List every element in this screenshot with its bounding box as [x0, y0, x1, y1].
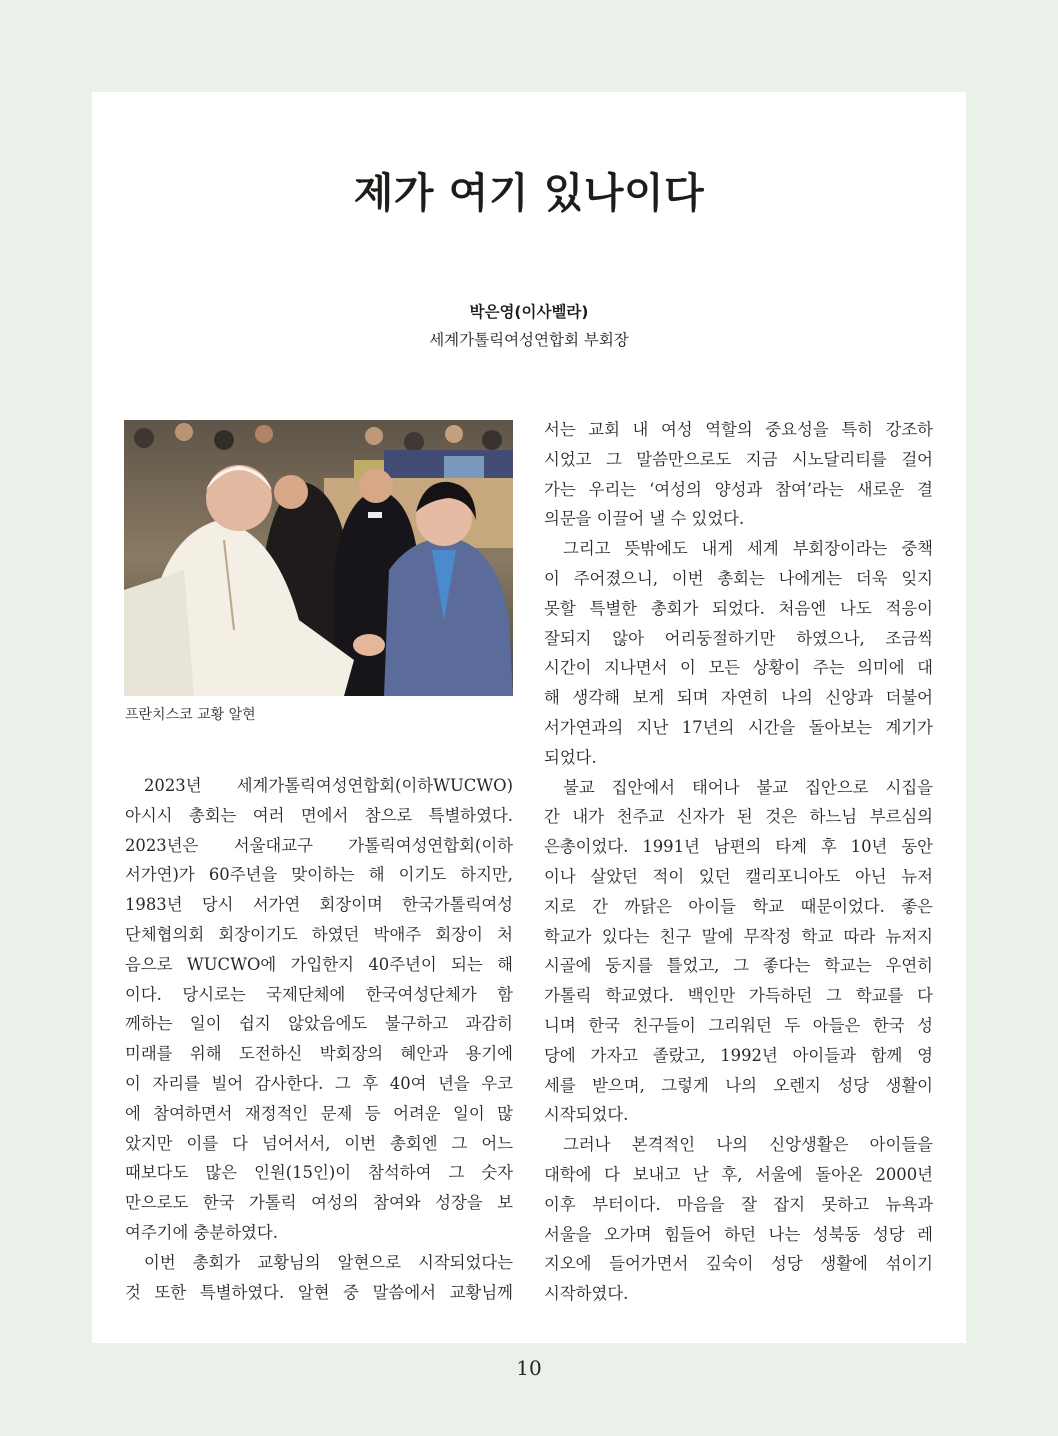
paragraph-line: 은총이었다. 1991년 남편의 타계 후 10년 동안: [544, 837, 933, 857]
paragraph-line: 가톨릭 학교였다. 백인만 가득하던 그 학교를 다: [544, 986, 933, 1006]
paragraph-line: 2023년은 서울대교구 가톨릭여성연합회(이하: [125, 835, 513, 855]
paragraph-line: 세를 받으며, 그렇게 나의 오렌지 성당 생활이: [544, 1075, 933, 1095]
photo-illustration: [124, 420, 513, 696]
author-role: 세계가톨릭여성연합회 부회장: [429, 331, 629, 349]
paragraph-line: 간 내가 천주교 신자가 된 것은 하느님 부르심의: [544, 807, 933, 827]
paragraph-line: 때보다도 많은 인원(15인)이 참석하여 그 숫자: [125, 1163, 513, 1183]
paragraph-line: 되었다.: [544, 747, 597, 767]
paragraph-line: 서는 교회 내 여성 역할의 중요성을 특히 강조하: [544, 420, 933, 439]
paragraph-line: 당에 가자고 졸랐고, 1992년 아이들과 함께 영: [544, 1045, 933, 1065]
paragraph-line: 지오에 들어가면서 깊숙이 성당 생활에 섞이기: [544, 1254, 933, 1274]
paragraph-line: 께하는 일이 쉽지 않았음에도 불구하고 과감히: [125, 1014, 513, 1034]
page-number: 10: [516, 1356, 542, 1380]
paragraph-line: 이 주어졌으니, 이번 총회는 나에게는 더욱 잊지: [544, 568, 933, 588]
paragraph-line: 시작하였다.: [544, 1284, 629, 1304]
paragraph-line: 이번 총회가 교황님의 알현으로 시작되었다는: [144, 1252, 513, 1272]
paragraph-line: 불교 집안에서 태어나 불교 집안으로 시집을: [563, 777, 933, 797]
paragraph-line: 못할 특별한 총회가 되었다. 처음엔 나도 적응이: [544, 598, 933, 618]
paragraph-line: 시골에 둥지를 틀었고, 그 좋다는 학교는 우연히: [544, 956, 933, 976]
paragraph-line: 가는 우리는 ‘여성의 양성과 참여’라는 새로운 결: [544, 479, 933, 499]
paragraph-line: 그러나 본격적인 나의 신앙생활은 아이들을: [563, 1135, 933, 1155]
paragraph-line: 미래를 위해 도전하신 박회장의 혜안과 용기에: [125, 1044, 513, 1064]
left-column: [125, 771, 513, 1307]
paragraph-line: 니며 한국 친구들이 그리워던 두 아들은 한국 성: [544, 1015, 933, 1035]
paragraph-line: 대학에 다 보내고 난 후, 서울에 돌아온 2000년: [544, 1164, 933, 1184]
paragraph-line: 시작되었다.: [544, 1105, 629, 1125]
paragraph-line: 이후 부터이다. 마음을 잘 잡지 못하고 뉴욕과: [544, 1194, 933, 1214]
paragraph-line: 시었고 그 말씀만으로도 지금 시노달리티를 걸어: [544, 449, 933, 469]
paragraph-line: 았지만 이를 다 넘어서서, 이번 총회엔 그 어느: [125, 1133, 513, 1153]
paragraph-line: 서울을 오가며 힘들어 하던 나는 성북동 성당 레: [544, 1224, 933, 1244]
paragraph-line: 1983년 당시 서가연 회장이며 한국가톨릭여성: [125, 895, 513, 915]
author-name: 박은영(이사벨라): [469, 303, 589, 321]
article-title: 제가 여기 있나이다: [353, 169, 705, 217]
paragraph-line: 이 자리를 빌어 감사한다. 그 후 40여 년을 우코: [125, 1073, 513, 1093]
paragraph-line: 그리고 뜻밖에도 내게 세계 부회장이라는 중책: [563, 539, 933, 559]
paragraph-line: 2023년 세계가톨릭여성연합회(이하WUCWO): [144, 776, 513, 795]
paragraph-line: 음으로 WUCWO에 가입한지 40주년이 되는 해: [125, 954, 513, 974]
paragraph-line: 것 또한 특별하였다. 알현 중 말씀에서 교황님께: [125, 1282, 513, 1302]
paragraph-line: 서가연)가 60주년을 맞이하는 해 이기도 하지만,: [125, 865, 513, 885]
article-page: [92, 92, 966, 1343]
paragraph-line: 단체협의회 회장이기도 하였던 박애주 회장이 처: [125, 924, 513, 944]
paragraph-line: 이나 살았던 적이 있던 캘리포니아도 아닌 뉴저: [544, 866, 933, 886]
paragraph-line: 이다. 당시로는 국제단체에 한국여성단체가 함: [125, 984, 513, 1004]
right-column: [544, 415, 933, 1309]
paragraph-line: 잘되지 않아 어리둥절하기만 하였으나, 조금씩: [544, 628, 933, 648]
paragraph-line: 만으로도 한국 가톨릭 여성의 참여와 성장을 보: [125, 1193, 513, 1213]
article-photo: [124, 420, 513, 696]
photo-caption: 프란치스코 교황 알현: [125, 707, 256, 723]
paragraph-line: 아시시 총회는 여러 면에서 참으로 특별하였다.: [125, 805, 513, 825]
paragraph-line: 에 참여하면서 재정적인 문제 등 어려운 일이 많: [125, 1103, 513, 1123]
paragraph-line: 학교가 있다는 친구 말에 무작정 학교 따라 뉴저지: [544, 926, 933, 946]
paragraph-line: 시간이 지나면서 이 모든 상황이 주는 의미에 대: [544, 658, 933, 678]
paragraph-line: 서가연과의 지난 17년의 시간을 돌아보는 계기가: [544, 717, 933, 737]
paragraph-line: 해 생각해 보게 되며 자연히 나의 신앙과 더불어: [544, 688, 933, 708]
paragraph-line: 의문을 이끌어 낼 수 있었다.: [544, 509, 745, 529]
paragraph-line: 여주기에 충분하였다.: [125, 1222, 278, 1242]
paragraph-line: 지로 간 까닭은 아이들 학교 때문이었다. 좋은: [544, 896, 933, 916]
